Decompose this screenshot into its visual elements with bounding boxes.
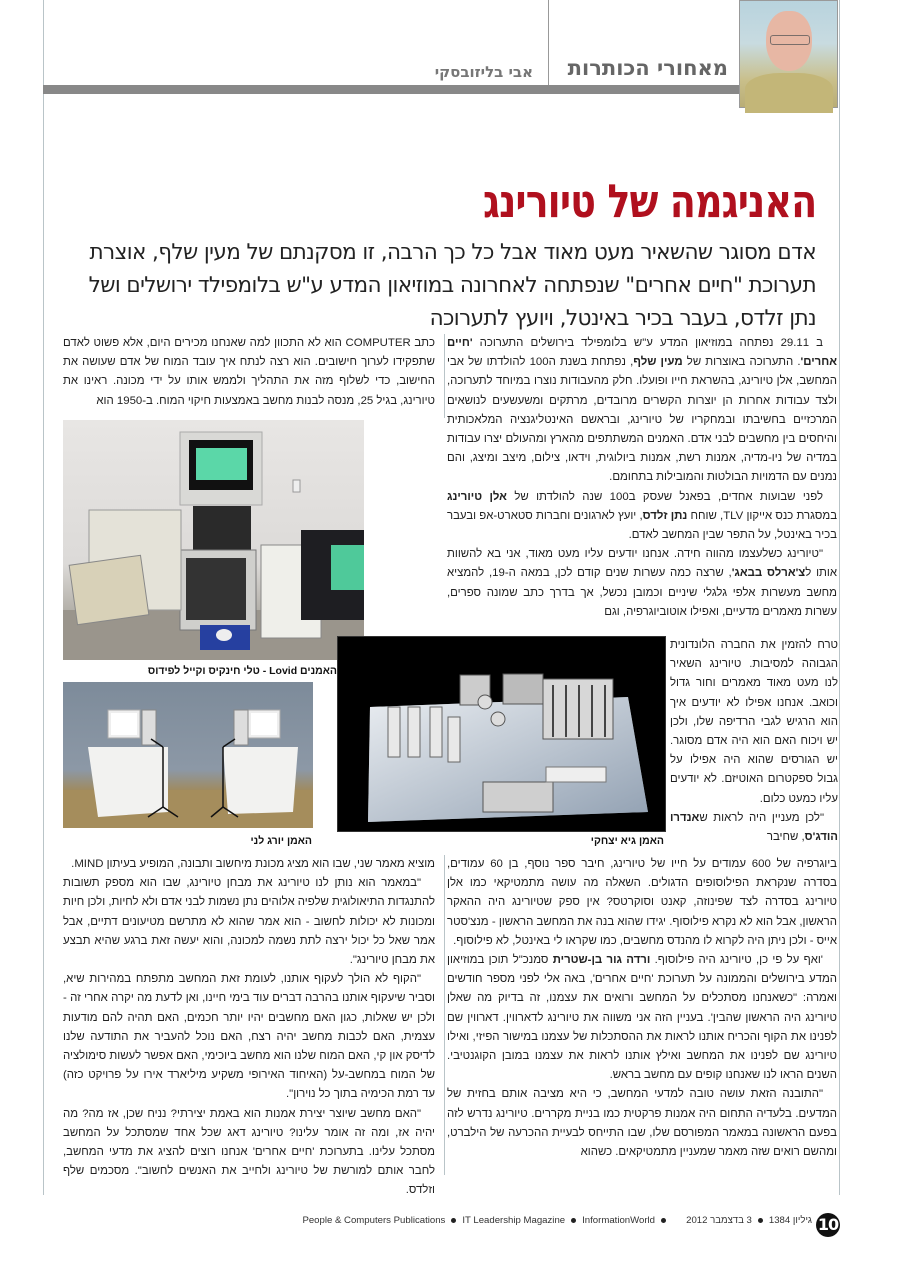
author-name: אבי בליזובסקי (434, 63, 533, 81)
bullet-icon (661, 1218, 666, 1223)
paragraph (670, 809, 838, 847)
caption-guy-itzhaki: האמן גיא יצחקי (590, 835, 664, 847)
right-column-bottom (447, 855, 837, 1175)
caption-jorg-lenzlinger: האמן יורג לני (250, 835, 312, 847)
article-subtitle: אדם מסוגר שהשאיר מעט מאוד אבל כל כך הרבה, זו מסקנתם של מעין שלף, אוצרת תערוכת "חיים אחרים" שנפתחה לאחרונה במוזיאון המדע ע"ש בלומפילד ירושלים ושל נתן זלדס, בעבר בכיר באינטל, ויועץ לתערוכה (88, 240, 816, 331)
text: סמנכ"ל תוכן במוזיאון המדע בירושלים והממונה על תערוכת 'חיים אחרים', באה אלי לפני מספר חודשים ואמרה: "כשאנחנו מסתכלים על המחשב ורואים את עצמנו, זה בדיוק מה שאלן טיורינג היה הראשון שהבין'. בעניין הזה אני משווה את טיורינג לדארווין. דארווין שם לפנינו את הקוף והכריח אותנו לראות את ההסתכלות של עצמנו במישור הפיזי, ואילו טיורינג שם לפנינו את המחשב ואילץ אותנו לראות את עצמנו במובן הקוגנטיבי. השנים הראו לנו שאנחנו קופים עם מחשב בראש. (447, 954, 837, 1082)
paragraph: "הקוף לא הולך לעקוף אותנו, לעומת זאת המחשב מתפתח במהירות שיא, וסביר שיעקוף אותנו בהרבה דברים עוד בימי חיינו, ואן לדעת מה יקרה אחרי זה - ולכן יש שאלות, כגון האם מחשבים יהיו יותר חכמים, האם תהיה להם מודעות עצמית, האם לכבות מחשב יהיה רצח, האם נוכל להעביר את התודעה שלנו לדיסק און קי, האם המוח שלנו הוא מחשב ביוכימי, האם אפשר לעשות סימולציה של המוח במחשב-על (האיחוד האירופי משקיע מיליארד אירו על פרויקט כזה) עד רמת הכימיה בתוך כל נוירון". (63, 973, 435, 1101)
photo-glasses (770, 35, 810, 45)
text: , יועץ לארגונים וחברות סטארט-אפ ובעבר בכיר באינטל, על התפר שבין המחשב לאדם. (447, 509, 837, 542)
footer-publications (302, 1215, 672, 1226)
bold-text: ורדה גור בן-שטרית (552, 954, 651, 967)
bullet-icon (571, 1218, 576, 1223)
left-column-top (63, 334, 435, 416)
text: "טיורינג כשלעצמו מהווה חידה. אנחנו יודעים עליו מעט מאוד, אני בא להשוות אותו ל (447, 548, 838, 580)
photo-lovid-installation (63, 420, 364, 660)
bold-text: 'חיים אחרים' (447, 337, 837, 369)
column-separator (444, 855, 445, 1175)
text: , נפתחת בשנת ה100 להולדתו של אבי המחשב, אלן טיורינג, בהשראת חייו ופועלו. חלק מהעבודות נוצרו במיוחד לתערוכה, ולצד עבודות אחרות הן יוצרות הקשרים מרובדים, מרתקים ומשעשעים לנושאים המרכזיים בחשיבתו ובמחקריו של טיורינג, ובראשם האינטליגנציה המלאכותית והיחסים בין מחשבים לבני אדם. האמנים המשתתפים מהארץ ומהעולם יצרו עבודות במדיה של ניו-מדיה, אמנות רשת, אמנות ביולוגית, וידאו, צילום, מיצב ומיצג, והם נמנים עם הדמויות הבולטות והמובילות בתחומם. (447, 356, 837, 484)
text: ב 29.11 נפתחה במוזיאון המדע ע"ש בלומפילד בירושלים התערוכה (479, 337, 823, 349)
bold-text: אלן טיורינג (447, 490, 507, 503)
paragraph (447, 951, 837, 1085)
bold-text: אנדרו הודג'ס (670, 811, 838, 844)
narrow-column (670, 636, 838, 854)
bold-text: נתן זלדס (642, 509, 688, 522)
column-separator (444, 334, 445, 418)
caption-lovid: האמנים Lovid - טלי חינקיס וקייל לפידוס (147, 665, 337, 677)
paragraph: ביוגרפיה של 600 עמודים על חייו של טיורינג, חיבר ספר נוסף, בן 60 עמודים, בסדרה שנקראת הפילוסופים הדגולים. השאלה מה עושה מתמטיקאי כמו אלן טיורינג בסדרה לצד שפינוזה, קאנט וסוקרטס? אין ספק שטיורינג היה ההאקר הראשון, אבל הוא לא נקרא פילוסוף. יגידו שהוא בנה את המחשב הראשון - מנצ'סטר אייס - ולכן ניתן היה לקרוא לו מהנדס מחשבים, כמו שקראו לי באינטל, לא פילוסוף. (447, 858, 838, 947)
paragraph: מוציא מאמר שני, שבו הוא מציג מכונת מיחשוב ותבונה, המופיע בעיתון MIND. (71, 858, 435, 870)
text: . התערוכה באוצרות של (686, 356, 801, 369)
section-title: מאחורי הכותרות (567, 56, 728, 80)
footer-issue (686, 1215, 812, 1226)
author-photo (739, 0, 838, 108)
issue-date: 3 בדצמבר 2012 (686, 1215, 752, 1226)
footer-pub-it-leadership: IT Leadership Magazine (462, 1215, 566, 1226)
paragraph: כתב COMPUTER הוא לא התכוון למה שאנחנו מכירים היום, אלא פשוט לאדם שתפקידו לערוך חישובים. הוא רצה לנתח איך עובד המוח של אדם שעושה את החישוב, כדי לשלוף מזה את התהליך ולממש אותו על ידי מכונה. ראינו את טיורינג, בגיל 25, מנסה לבנות מחשב באמצעות חיקוי המוח. ב-1950 הוא (63, 337, 435, 407)
bold-text: מעין שלף (633, 356, 683, 369)
photo-motherboard-sculpture (337, 636, 666, 832)
paragraph (447, 334, 837, 488)
issue-number: גיליון 1384 (768, 1215, 812, 1226)
bold-text: צ'ארלס בבאג' (731, 567, 806, 580)
header-bar (43, 85, 740, 94)
text: , שרצה כמה עשרות שנים קודם לכן, במאה ה-19, להמציא מחשב מעשרות אלפי גלגלי שיניים וכמובן נכשל, אך בדרך כתב שמונה ספרים, עשרות מאמרים מדעיים, ואפילו אוטוביוגרפיה, וגם (447, 567, 837, 618)
paragraph: "התובנה הזאת עושה טובה למדעי המחשב, כי היא מציבה אותם בחזית של המדעים. בלעדיה התחום היה אמנות פרקטית כמו בניית מקררים. טיורינג נדרש לזה בפעם הראשונה במאמר המפורסם שלו, שבו התייחס לבעיית ההכרעה של הילברט, ומהשם רואים שזה מאמר שמעניין מתמטיקאים. כשהוא (447, 1088, 837, 1159)
text: , שחיבר (766, 831, 805, 844)
text: לפני שבועות אחדים, בפאנל שעסק ב100 שנה להולדתו של (514, 490, 823, 503)
footer-pub-people-computers: People & Computers Publications (302, 1215, 446, 1226)
article-title: האניגמה של טיורינג (482, 174, 816, 228)
bullet-icon (758, 1218, 763, 1223)
text: במסגרת כנס אייקון TLV, שוחח (690, 509, 838, 522)
page-number: 10 (816, 1213, 840, 1237)
right-column-top (447, 334, 837, 634)
footer-pub-informationworld: InformationWorld (582, 1215, 655, 1226)
photo-shirt (745, 73, 833, 113)
paragraph (447, 545, 837, 622)
paragraph: "במאמר הוא נותן לנו טיורינג את מבחן טיורינג, שבו הוא מספק תשובות להתנגדות התיאולוגית שלפיה אלוהים נתן נשמות לבני אדם ולא לחיות, ולכן חיות ומכונות לא יכולות לחשוב - הוא אמר שהוא לא מתרשם מטיעונים דתיים, אבל אמר שאל כל יכול ירצה לתת נשמה למכונה, והוא יעשה זאת ברגע שהיא תבצע את מבחן טיורינג". (63, 877, 435, 967)
bullet-icon (451, 1218, 456, 1223)
paragraph: טרח להזמין את החברה הלונדונית הגבוהה למסיבות. טיורינג השאיר לנו מעט מאוד מאמרים וחור גדול וכואב. אנחנו אפילו לא יודעים איך הוא הרגיש לגבי הרדיפה שלו, ולכן יש ויכוח האם הוא היה אדם מסוגר. יש הגורסים שהוא היה אפילו על גבול ספקטרום האוטיזם. לא יודעים עליו כמעט כלום. (670, 639, 838, 805)
text: "לכן מעניין היה לראות ש (699, 811, 824, 824)
header-divider (548, 0, 549, 85)
left-column-bottom (63, 855, 435, 1197)
photo-jorg-lenzlinger (63, 682, 313, 828)
paragraph: "האם מחשב שיוצר יצירת אמנות הוא באמת יצירתי? נניח שכן, אז מה? מה יהיה אז, ומה זה אומר עלינו? טיורינג דאג שכל אחד שמסתכל על המחשב מסתכל עלינו. בתערוכת 'חיים אחרים' אנחנו רוצים להציג את מדעי המחשב, לחבר אותם למורשת של טיורינג ולחייב את האנשים לחשוב". מסכמים שלף וזלדס. (63, 1107, 435, 1197)
text: 'ואף על פי כן, טיורינג היה פילוסוף. (654, 954, 823, 967)
paragraph (447, 488, 837, 546)
